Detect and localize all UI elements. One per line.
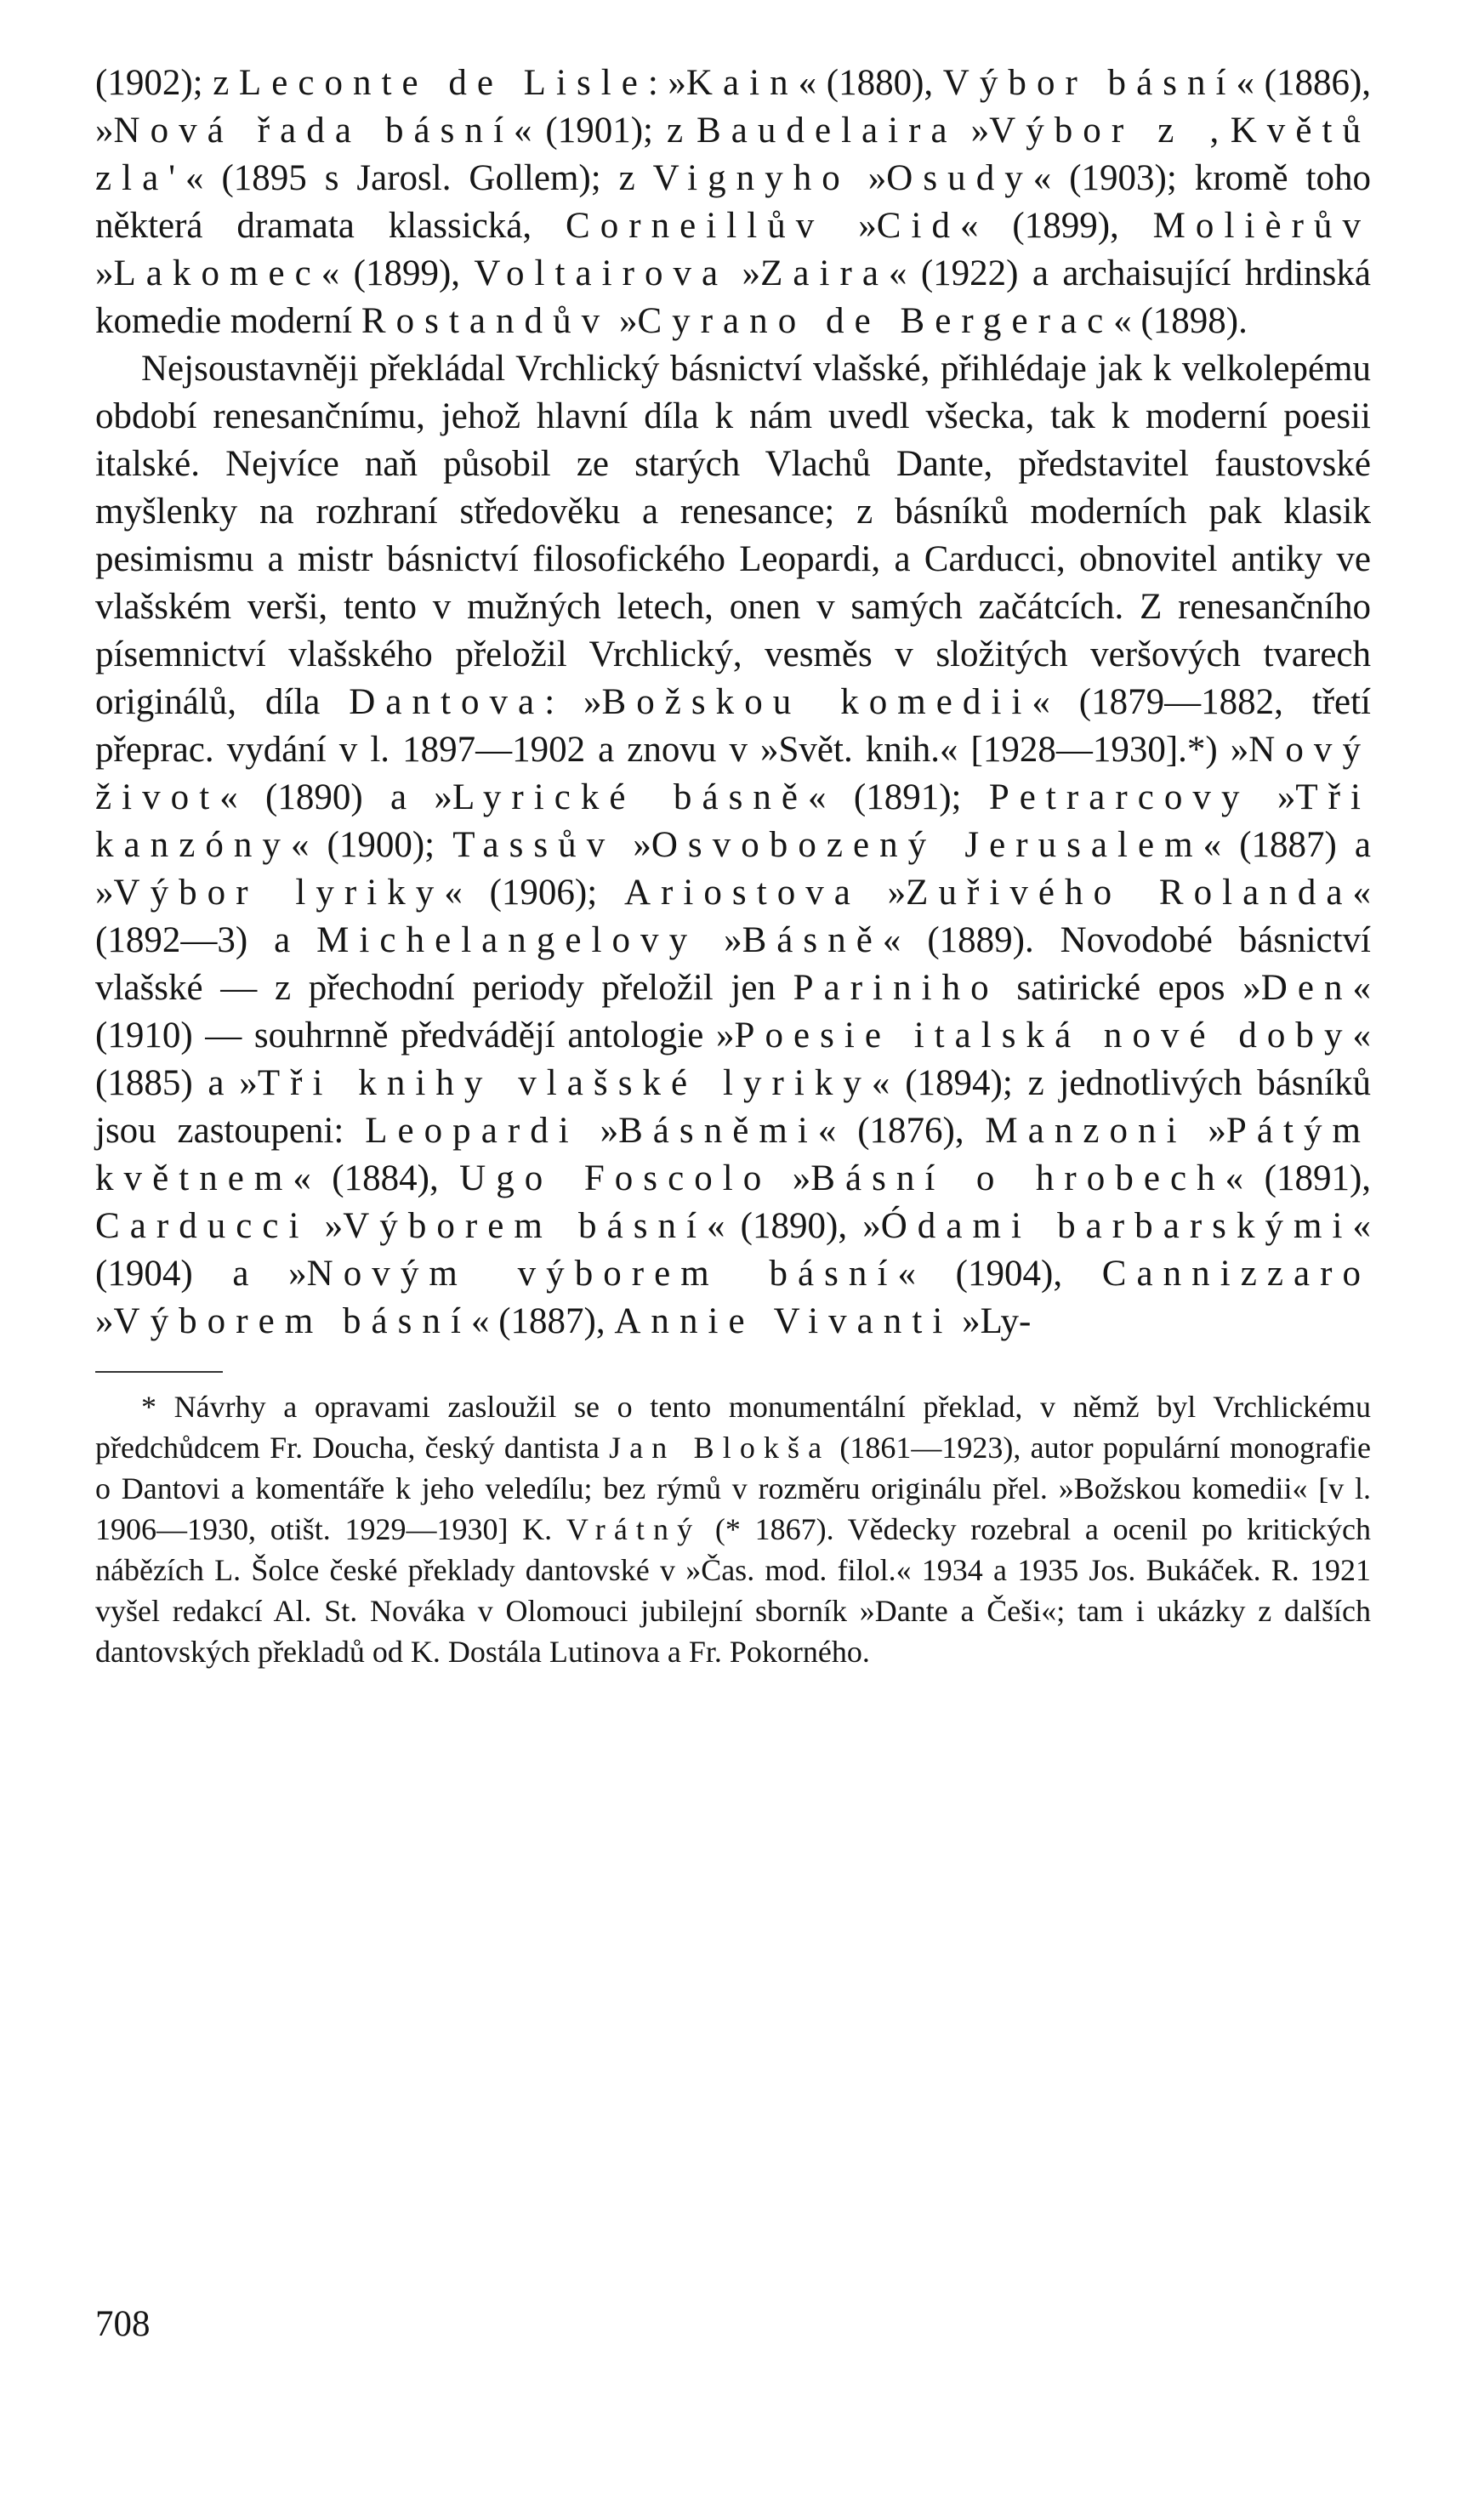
body-paragraph: [95, 345, 1371, 1346]
text-run: « (1890), »: [707, 1206, 881, 1246]
text-run: »: [610, 301, 638, 341]
spaced-emphasis: Carducci: [95, 1206, 310, 1246]
text-run: : »: [544, 682, 602, 722]
text-run: »: [615, 825, 651, 865]
text-run: (* 1867). Vědecky rozebral a ocenil po kritických nábězích L. Šolce české překlady dantovské v »Čas. mod. filol.« 1934 a 1935 Jos. Bukáček. R. 1921 vyšel redakcí Al. St. Nováka v Olomouci jubilejní sborník »Dante a Češi«; tam i ukázky z dalších dantovských překladů od K. Dostála Lutinova a Fr. Pokorného.: [95, 1512, 1371, 1669]
text-run: »: [728, 253, 761, 293]
text-run: »: [578, 1111, 619, 1151]
text-run: : »: [647, 63, 686, 103]
spaced-emphasis: Kain: [685, 63, 799, 103]
spaced-emphasis: Dantova: [349, 682, 545, 722]
spaced-emphasis: Zuřivého Rolanda: [906, 873, 1353, 913]
text-run: »: [1186, 1111, 1226, 1151]
text-run: « (1876),: [817, 1111, 986, 1151]
text-run: « (1885) a »: [95, 1016, 1371, 1103]
spaced-emphasis: Nový život: [95, 730, 1371, 817]
text-run: »: [860, 873, 907, 913]
text-run: »: [1249, 777, 1296, 817]
text-run: « (1904),: [897, 1254, 1102, 1294]
spaced-emphasis: Ódami barbarskými: [880, 1206, 1353, 1246]
spaced-emphasis: Den: [1260, 968, 1353, 1008]
spaced-emphasis: Michelangelovy: [316, 920, 698, 960]
text-run: (1902); z: [95, 63, 239, 103]
spaced-emphasis: Pátým květnem: [95, 1111, 1371, 1198]
text-run: « (1890) a »: [219, 777, 452, 817]
spaced-emphasis: Osudy: [886, 158, 1033, 198]
text-run: »: [771, 1158, 811, 1198]
footnote: [95, 1386, 1371, 1672]
spaced-emphasis: Baudelaira: [697, 111, 958, 151]
spaced-emphasis: Cyrano de Bergerac: [637, 301, 1114, 341]
text-run: satirické epos »: [998, 968, 1261, 1008]
text-run: « (1894); z jednotlivých básníků jsou zastoupeni:: [95, 1063, 1371, 1151]
text-run: Nejsoustavněji překládal Vrchlický básnictví vlašské, přihlédaje jak k velkolepému období renesančnímu, jehož hlavní díla k nám uvedl všecka, tak k moderní poesii italské. Nejvíce naň působil ze starých Vlachů Dante, představitel faustovské myšlenky na rozhraní středověku a renesance; z básníků moderních pak klasik pesimismu a mistr básnictví filosofického Leopardi, a Carducci, obnovitel antiky ve vlašském verši, tento v mužných letech, onen v samých začátcích. Z renesančního písemnictví vlašského přeložil Vrchlický, vesměs v složitých veršových tvarech originálů, díla: [95, 349, 1371, 722]
text-run: * Návrhy a opravami zasloužil se o tento monumentální překlad, v němž byl Vrchlickému předchůdcem Fr. Doucha, český dantista: [95, 1390, 1371, 1465]
text-run: « (1887) a »: [95, 825, 1372, 913]
text-run: »: [697, 920, 742, 960]
spaced-emphasis: Poesie italská nové doby: [734, 1016, 1353, 1056]
spaced-emphasis: Výbor z ‚Květů zla': [95, 111, 1371, 198]
spaced-emphasis: Vignyho: [652, 158, 850, 198]
spaced-emphasis: Vrátný: [566, 1512, 702, 1546]
spaced-emphasis: Rostandův: [361, 301, 611, 341]
footnote-divider: [95, 1371, 223, 1373]
text-run: »: [957, 111, 990, 151]
spaced-emphasis: Petrarcovy: [988, 777, 1250, 817]
spaced-emphasis: Corneillův: [566, 206, 825, 246]
spaced-emphasis: Manzoni: [985, 1111, 1187, 1151]
text-run: « (1903); kromě toho některá dramata klassická,: [95, 158, 1372, 246]
spaced-emphasis: Leopardi: [365, 1111, 579, 1151]
body-paragraph: [95, 60, 1371, 345]
text-run: « (1906);: [444, 873, 624, 913]
text-run: « (1884),: [293, 1158, 460, 1198]
spaced-emphasis: Básněmi: [618, 1111, 818, 1151]
text-run: « (1922) a archaisující hrdinská komedie moderní: [95, 253, 1372, 341]
spaced-emphasis: Osvobozený Jerusalem: [651, 825, 1203, 865]
spaced-emphasis: Básně: [742, 920, 883, 960]
text-run: « (1899),: [321, 253, 475, 293]
page-number: 708: [95, 2304, 151, 2344]
spaced-emphasis: Lakomec: [113, 253, 321, 293]
text-run: « (1891),: [1225, 1158, 1372, 1198]
spaced-emphasis: Molièrův: [1152, 206, 1372, 246]
text-run: « (1880),: [798, 63, 943, 103]
spaced-emphasis: Nová řada básní: [113, 111, 514, 151]
spaced-emphasis: Novým výborem básní: [306, 1254, 898, 1294]
text-run: « (1895 s Jarosl. Gollem); z: [185, 158, 653, 198]
text-run: « (1892—3) a: [95, 873, 1371, 960]
spaced-emphasis: Leconte de Lisle: [238, 63, 648, 103]
spaced-emphasis: Lyrické básně: [452, 777, 809, 817]
text-run: « (1886), »: [95, 63, 1372, 151]
text-run: « (1898).: [1113, 301, 1248, 341]
text-run: « (1901); z: [513, 111, 697, 151]
spaced-emphasis: Pariniho: [793, 968, 999, 1008]
spaced-emphasis: Cid: [876, 206, 960, 246]
spaced-emphasis: Cannizzaro: [1101, 1254, 1371, 1294]
text-run: « (1904) a »: [95, 1206, 1372, 1294]
text-run: « (1910) — souhrnně předvádějí antologie »: [95, 968, 1371, 1056]
spaced-emphasis: Annie Vivanti: [614, 1301, 953, 1341]
text-run: »: [309, 1206, 344, 1246]
text-run: »: [850, 158, 887, 198]
spaced-emphasis: Výborem básní: [113, 1301, 471, 1341]
text-run: »: [95, 1301, 114, 1341]
spaced-emphasis: Výbor lyriky: [113, 873, 445, 913]
spaced-emphasis: Výbor básní: [942, 63, 1237, 103]
spaced-emphasis: Jan Blokša: [609, 1431, 831, 1465]
spaced-emphasis: Tassův: [452, 825, 616, 865]
book-page: [95, 60, 1371, 1672]
text-run: « (1887),: [470, 1301, 615, 1341]
spaced-emphasis: Ugo Foscolo: [459, 1158, 772, 1198]
text-run: »: [95, 253, 114, 293]
spaced-emphasis: Božskou komedii: [601, 682, 1032, 722]
text-run: »Ly-: [952, 1301, 1032, 1341]
text-run: (1861—1923), autor populární monografie o Dantovi a komentáře k jeho veledílu; bez rýmů v rozměru originálu přel. »Božskou komedii« [v l. 1906—1930, otišt. 1929—1930] K.: [95, 1431, 1372, 1546]
text-run: »: [824, 206, 877, 246]
spaced-emphasis: Básní o hrobech: [810, 1158, 1225, 1198]
text-run: « (1900);: [290, 825, 453, 865]
spaced-emphasis: Voltairova: [474, 253, 729, 293]
spaced-emphasis: Výborem básní: [343, 1206, 708, 1246]
spaced-emphasis: Ariostova: [623, 873, 861, 913]
text-run: « (1899),: [959, 206, 1153, 246]
spaced-emphasis: Tři knihy vlašské lyriky: [257, 1063, 872, 1103]
text-run: « (1891);: [808, 777, 989, 817]
text-run: « (1889). Novodobé básnictví vlašské — z přechodní periody přeložil jen: [95, 920, 1371, 1008]
spaced-emphasis: Tři kanzóny: [95, 777, 1371, 865]
text-run: « (1879—1882, třetí přeprac. vydání v l. 1897—1902 a znovu v »Svět. knih.« [1928—1930].*) »: [95, 682, 1371, 770]
spaced-emphasis: Zaira: [760, 253, 889, 293]
